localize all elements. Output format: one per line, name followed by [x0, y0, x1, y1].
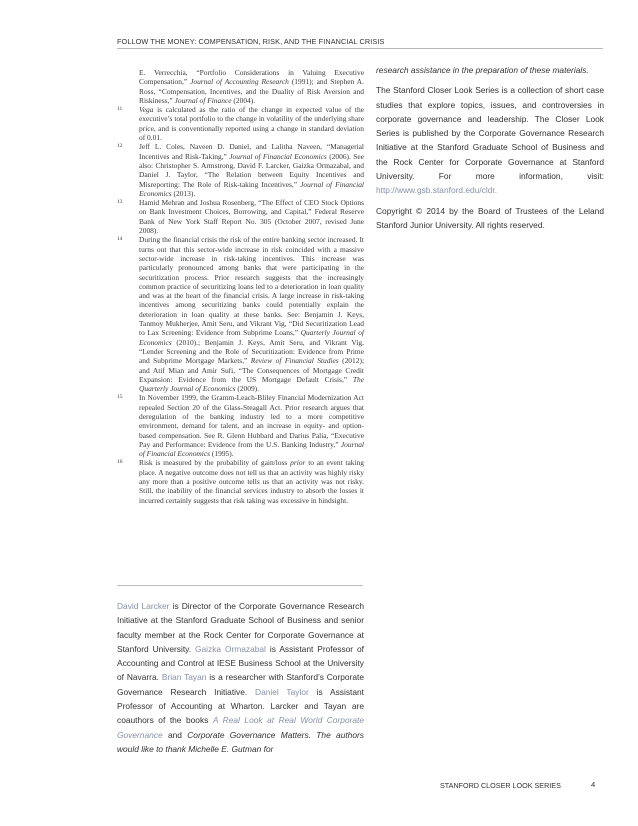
- bio-divider: [117, 585, 363, 586]
- journal-title: The Quarterly Journal of Economics: [139, 374, 365, 394]
- endnote-13: [117, 198, 364, 235]
- bio-text: is Assistant Professor of Accounting and Control at IESE Business School at the University of Navarra.: [117, 643, 364, 683]
- copyright-notice: Copyright © 2014 by the Board of Trustees of the Leland Stanford Junior University. All rights reserved.: [376, 205, 604, 230]
- note-text: Risk is measured by the probability of gain/loss: [139, 458, 288, 468]
- author-name-ormazabal: Gaizka Ormazabal: [194, 643, 266, 654]
- endnote-15: [117, 393, 364, 458]
- header-divider: [117, 48, 603, 49]
- bio-text: is Director of the Corporate Governance Research Initiative at the Stanford Graduate School of Business and senior faculty member at the Rock Center for Corporate Governance at Stanford University.: [117, 601, 364, 654]
- note-text: E. Verrecchia, “Portfolio Considerations in Valuing Executive Compensation,”: [139, 68, 364, 87]
- author-name-taylor: Daniel Taylor: [255, 686, 309, 697]
- bio-text: is Assistant Professor of Accounting at Wharton. Larcker and Tayan are coauthors of the books: [117, 686, 365, 726]
- note-number: 14: [117, 236, 123, 243]
- journal-title: Journal of Accounting Research: [190, 77, 289, 87]
- author-bio: [117, 599, 364, 756]
- book-title: A Real Look at Real World Corporate Governance: [117, 715, 364, 740]
- note-text: (1995).: [211, 449, 234, 459]
- note-text: to an event taking place. A negative outcome does not tell us that an activity was highly risky any more than a positive outcome tells us that an activity was not risky. Still, the inability of the financial services industry to absorb the losses it incurred certainly suggests that risk taking was excessive in hindsight.: [139, 458, 365, 505]
- author-name-larcker: David Larcker: [117, 601, 170, 611]
- endnote-14: [117, 235, 364, 393]
- note-number: 13: [117, 199, 123, 206]
- series-text: The Stanford Closer Look Series is a collection of short case studies that explore topics, issues, and controversies in corporate governance and leadership. The Closer Look Series is published by the Corporate Governance Research Initiative at the Stanford Graduate School of Business and the Rock Center for Corporate Governance at Stanford University. For more information, visit:: [376, 85, 604, 182]
- note-text: (2004).: [233, 95, 256, 105]
- bio-text: is a researcher with Stanford’s Corporate Governance Research Initiative.: [117, 672, 364, 697]
- note-text: (2009).: [237, 384, 260, 394]
- journal-title: Journal of Financial Economics: [139, 439, 364, 459]
- note-number: 12: [117, 143, 123, 150]
- note-text: During the financial crisis the risk of the entire banking sector increased. It turns out that this sector-wide increase in risk coincided with a massive sector-wide increase in risk-taking incentives. This increase was particularly pronounced among banks that were participating in the securitization process. Prior research suggests that the increasingly common practice of securitizing loans led to a deterioration in loan quality and was at the heart of the financial crisis. A large increase in risk-taking incentives among securitizing banks could potentially explain the deterioration in loan quality at these banks. See: Benjamin J. Keys, Tanmoy Mukherjee, Amit Seru, and Vikrant Vig, “Did Securitization Lead to Lax Screening: Evidence from Subprime Loans,”: [139, 235, 364, 338]
- endnote-10-continued: [117, 68, 364, 105]
- journal-title: Journal of Finance: [174, 95, 232, 105]
- book-title: Corporate Governance Matters.: [187, 729, 311, 740]
- note-number: 11: [117, 106, 123, 113]
- acknowledgment-text: The authors would like to thank Michelle E. Gutman for: [117, 729, 364, 754]
- note-text: Jeff L. Coles, Naveen D. Daniel, and Lalitha Naveen, “Managerial Incentives and Risk-Taking,”: [139, 142, 364, 161]
- note-text: Hamid Mehran and Joshua Rosenberg, “The Effect of CEO Stock Options on Bank Investment Choices, Borrowing, and Capital,” Federal Reserve Bank of New York Staff Report No. 305 (October 2007, revised June 2008).: [139, 198, 364, 236]
- series-description: [376, 83, 604, 197]
- note-text: (2013).: [173, 188, 196, 198]
- running-header: FOLLOW THE MONEY: COMPENSATION, RISK, AND THE FINANCIAL CRISIS: [117, 37, 385, 46]
- note-text: In November 1999, the Gramm-Leach-Bliley Financial Modernization Act repealed Section 20 of the Glass-Steagall Act. Prior research argues that deregulation of the banking industry led to a more competitive environment, demand for talent, and an increase in equity- and option-based compensation. See R. Glenn Hubbard and Darius Palia, “Executive Pay and Performance: Evidence from the U.S. Banking Industry,”: [139, 393, 364, 449]
- journal-title: Review of Financial Studies: [250, 356, 339, 366]
- journal-title: Journal of Financial Economics: [139, 179, 365, 198]
- endnote-16: [117, 458, 364, 504]
- website-link[interactable]: http://www.gsb.stanford.edu/cldr.: [376, 185, 498, 196]
- emphasis: prior: [290, 458, 306, 468]
- bio-text: and: [162, 729, 188, 740]
- right-column: [376, 63, 604, 238]
- note-number: 15: [117, 394, 123, 401]
- journal-title: Journal of Financial Economics: [229, 151, 327, 161]
- endnote-11: [117, 105, 364, 142]
- note-text: (1991); and Stephen A. Ross, “Compensation, Incentives, and the Duality of Risk Aversion and Riskiness,”: [139, 77, 364, 105]
- footer-series-name: STANFORD CLOSER LOOK SERIES: [440, 781, 561, 790]
- author-name-tayan: Brian Tayan: [161, 672, 207, 683]
- note-number: 16: [117, 459, 123, 466]
- note-text: (2010).; Benjamin J. Keys, Amit Seru, and Vikrant Vig, “Lender Screening and the Role of Securitization: Evidence from Prime and Subprime Mortgage Markets,”: [139, 337, 364, 366]
- note-text: (2012); and Atif Mian and Amir Sufi, “The Consequences of Mortgage Credit Expansion: Evidence from the US Mortgage Default Crisis,”: [139, 356, 365, 384]
- endnote-12: [117, 142, 364, 198]
- term: Vega: [139, 105, 154, 115]
- acknowledgment-continued: research assistance in the preparation of these materials.: [376, 65, 589, 75]
- note-text: (2006). See also: Christopher S. Armstrong, David F. Larcker, Gaizka Ormazabal, and Daniel J. Taylor, “The Relation between Equity Incentives and Misreporting: The Role of Risk-taking Incentives,”: [139, 151, 364, 189]
- endnotes: [117, 68, 364, 505]
- journal-title: Quarterly Journal of Economics: [139, 328, 364, 347]
- page-number: 4: [591, 780, 596, 789]
- note-text: is calculated as the ratio of the change in expected value of the executive’s total portfolio to the change in volatility of the underlying share price, and is conventionally reported using a change in standard deviation of 0.01.: [139, 105, 364, 143]
